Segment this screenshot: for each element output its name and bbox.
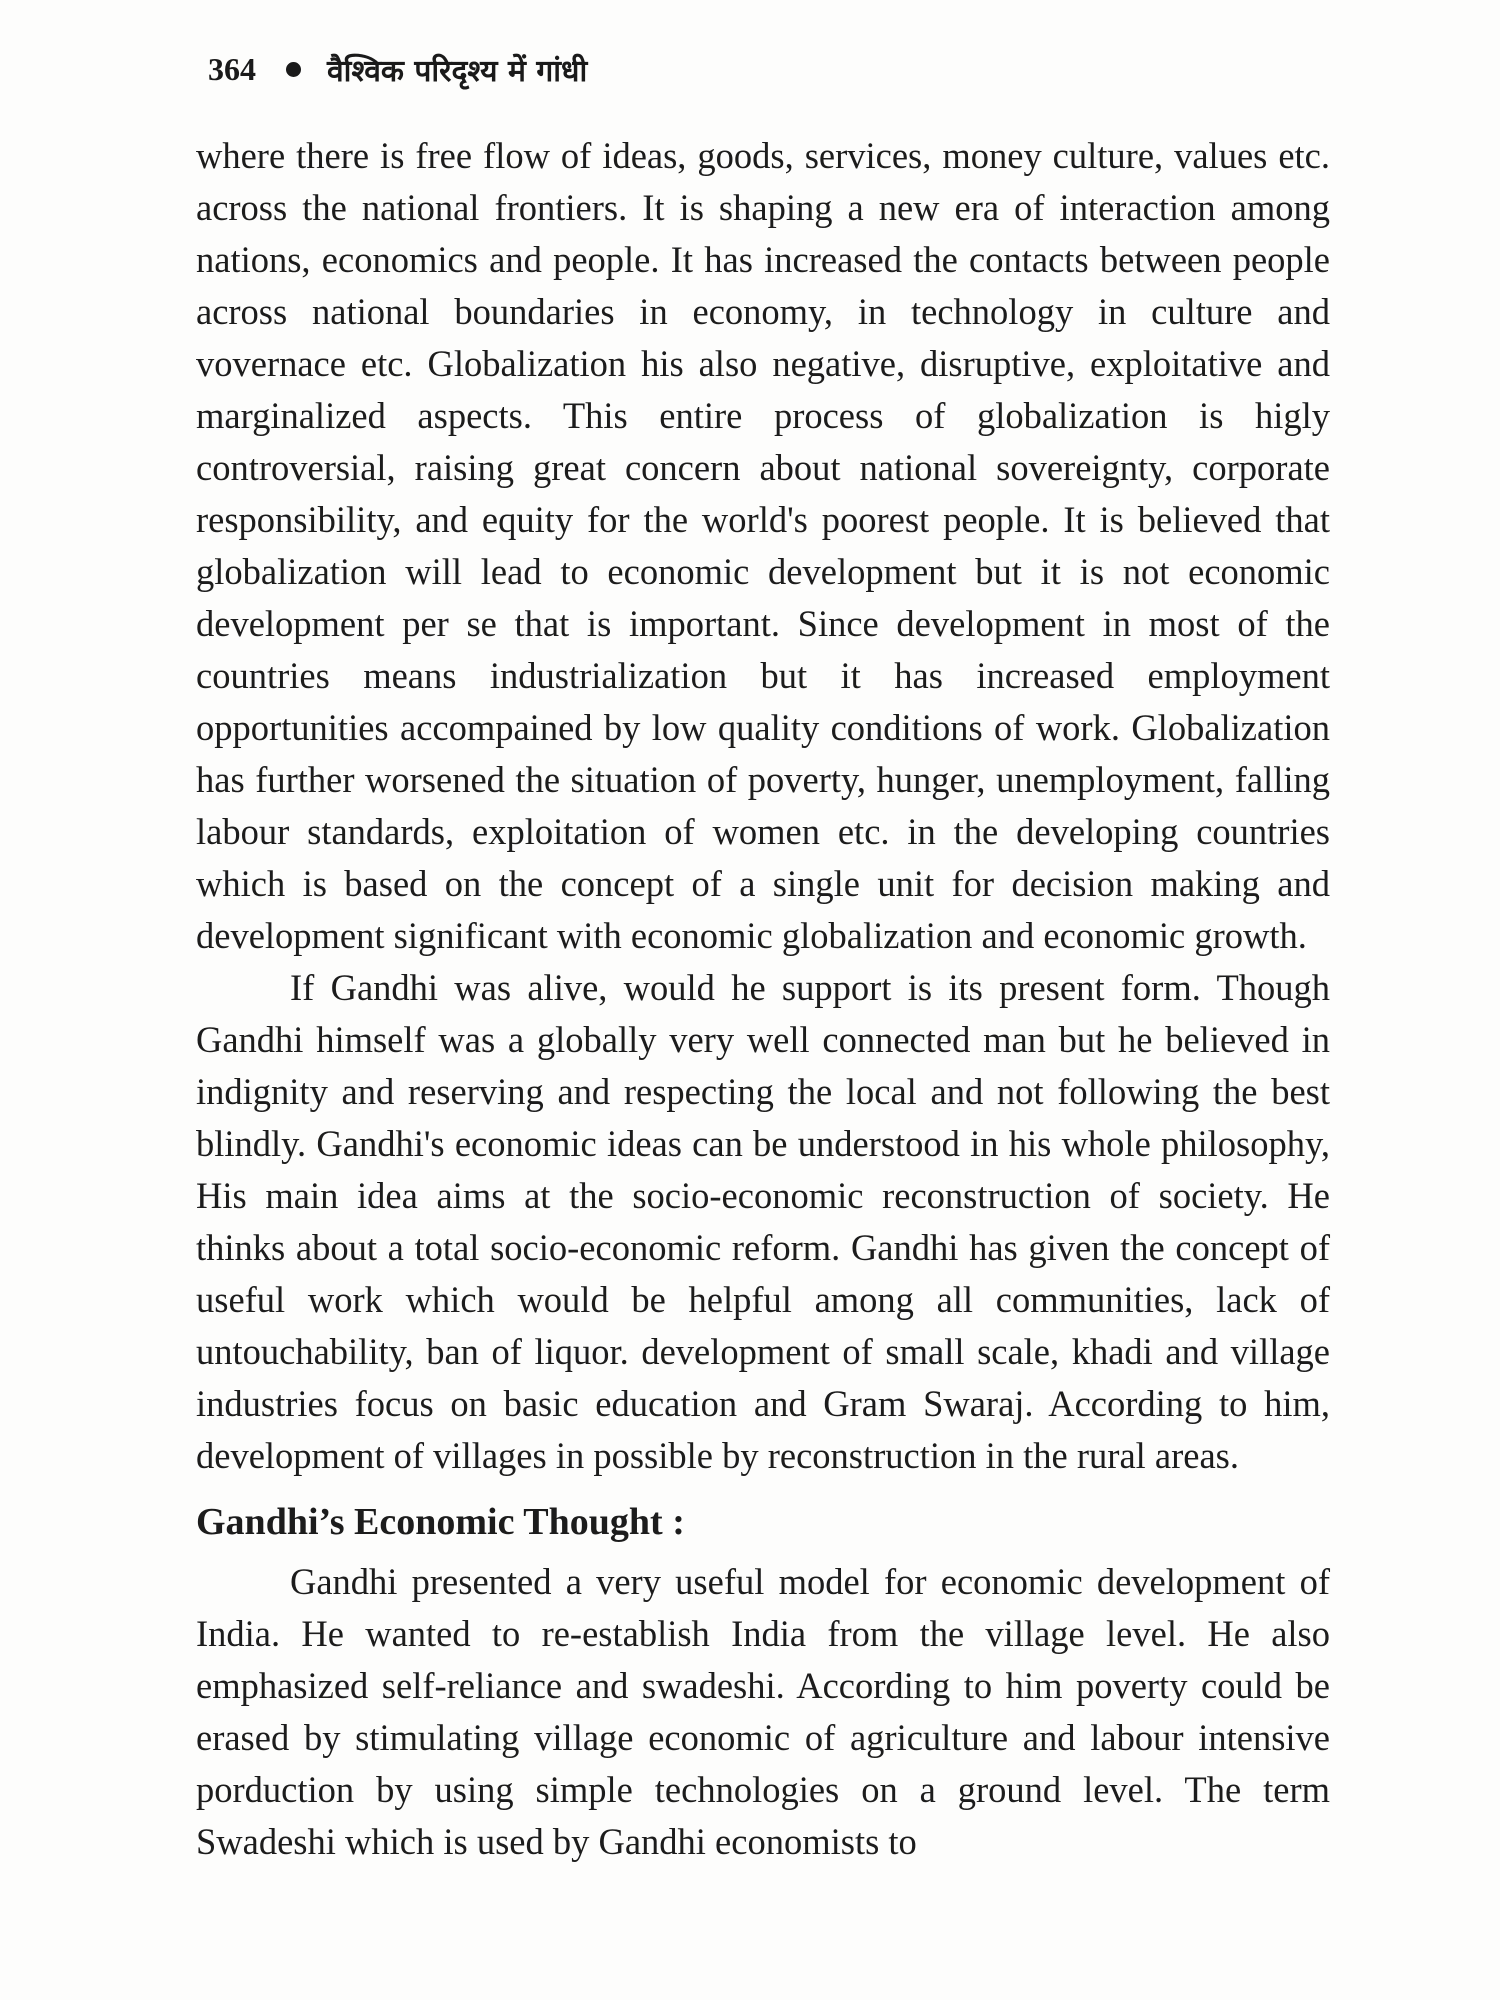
paragraph-2: If Gandhi was alive, would he support is its present form. Though Gandhi himself was a globally very well connected man but he believed in indignity and reserving and respecting the local and not following the best blindly. Gandhi's economic ideas can be understood in his whole philosophy, His main idea aims at the socio-economic reconstruction of society. He thinks about a total socio-economic reform. Gandhi has given the concept of useful work which would be helpful among all communities, lack of untouchability, ban of liquor. development of small scale, khadi and village industries focus on basic education and Gram Swaraj. According to him, development of villages in possible by reconstruction in the rural areas. [196, 967, 1330, 1476]
section-heading: Gandhi’s Economic Thought : [196, 1501, 685, 1543]
paragraph-3: Gandhi presented a very useful model for economic development of India. He wanted to re-establish India from the village level. He also emphasized self-reliance and swadeshi. According to him poverty could be erased by stimulating village economic of agriculture and labour intensive porduction by using simple technologies on a ground level. The term Swadeshi which is used by Gandhi economists to [196, 1561, 1330, 1862]
page-number: 364 [208, 50, 256, 87]
bullet-icon [286, 62, 301, 77]
paragraph-1: where there is free flow of ideas, goods, services, money culture, values etc. across the national frontiers. It is shaping a new era of interaction among nations, economics and people. It has increased the contacts between people across national boundaries in economy, in technology in culture and vovernace etc. Globalization his also negative, disruptive, exploitative and marginalized aspects. This entire process of globalization is higly controversial, raising great concern about national sovereignty, corporate responsibility, and equity for the world's poorest people. It is believed that globalization will lead to economic development but it is not economic development per se that is important. Since development in most of the countries means industrialization but it has increased employment opportunities accompained by low quality conditions of work. Globalization has further worsened the situation of poverty, hunger, unemployment, falling labour standards, exploitation of women etc. in the developing countries which is based on the concept of a single unit for decision making and development significant with economic globalization and economic growth. [196, 135, 1330, 956]
running-title: वैश्विक परिदृश्य में गांधी [327, 53, 588, 89]
running-head [208, 44, 587, 94]
page-body [196, 130, 1330, 1868]
